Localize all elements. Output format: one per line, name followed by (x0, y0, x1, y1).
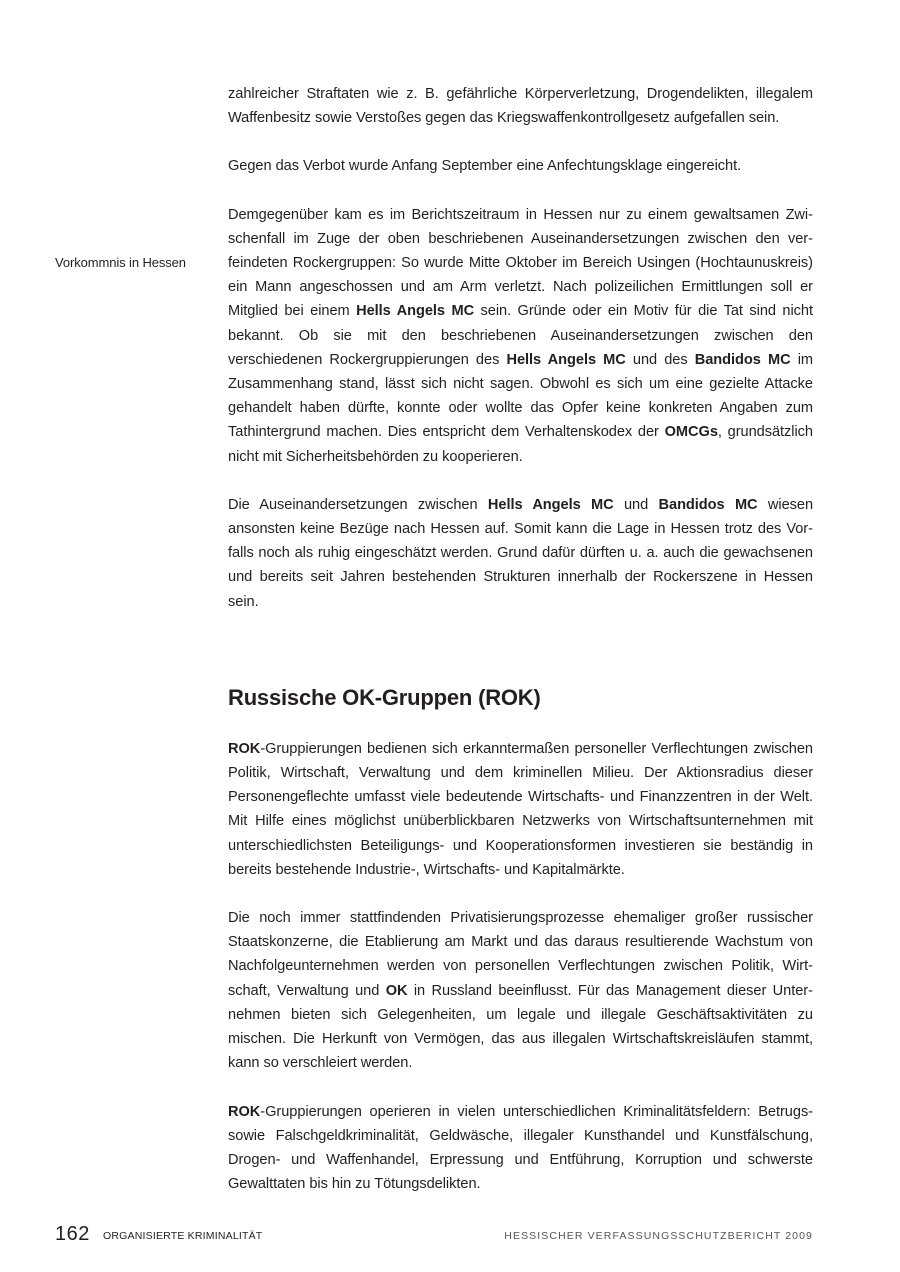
bold-term: Hells Angels MC (356, 303, 475, 320)
text-run: im Zusammenhang stand, lässt sich nicht sagen. Obwohl es sich um eine gezielte Attacke gehandelt haben dürfte, konnte oder wollte das Opfer keine konkreten Angaben zum Tathintergrund machen. Dies entspricht dem Verhaltenskodex der (228, 351, 813, 441)
text-run: in Russland beeinflusst. Für das Management dieser Unternehmen bieten sich Gelegenheiten, um legale und illegale Geschäftsaktivitäten zu mischen. Die Herkunft von Vermögen, das aus illegalen Wirtschaftskreisläufen stammt, kann so verschleiert werden. (228, 982, 813, 1072)
bold-term: Hells Angels MC (506, 351, 626, 368)
page-number: 162 (55, 1223, 90, 1245)
text-run: sein. Gründe oder ein Motiv für die Tat sind nicht bekannt. Ob sie mit den beschriebenen Auseinandersetzungen zwischen den verschiedenen Rockergruppierungen des (228, 303, 813, 368)
bold-term: ROK (228, 1103, 261, 1120)
text-run: Die noch immer stattfindenden Privatisierungsprozesse ehemaliger großer russischer Staatskonzerne, die Etablierung am Markt und das daraus resultierende Wachstum von Nachfolgeunternehmen werden von personellen Verflechtungen zwischen Politik, Wirtschaft, Verwaltung und (228, 910, 813, 999)
footer-report-name: HESSISCHER VERFASSUNGSSCHUTZBERICHT 2009 (504, 1230, 813, 1242)
bold-term: Bandidos MC (658, 496, 758, 513)
footer-section-name: ORGANISIERTE KRIMINALITÄT (103, 1230, 263, 1242)
paragraphs-part1 (228, 82, 813, 614)
paragraph (228, 1100, 813, 1197)
paragraph (228, 154, 813, 178)
text-run: Die Auseinandersetzungen zwischen (228, 496, 488, 513)
paragraph (228, 203, 813, 469)
bold-term: Hells Angels MC (487, 496, 614, 513)
page-footer (55, 1222, 813, 1246)
paragraphs-part2 (228, 737, 813, 1196)
bold-term: ROK (228, 740, 261, 757)
text-run: -Gruppierungen operieren in vielen unterschiedlichen Kriminalitätsfeldern: Betrugs- sowie Falschgeldkriminalität, Geldwäsche, illegaler Kunsthandel und Kunstfälschung, Drogen- und Waffenhandel, Erpressung und Entführung, Korruption und schwerste Gewalttaten bis hin zu Tötungsdelikten. (228, 1103, 813, 1193)
paragraph (228, 493, 813, 614)
bold-term: OK (385, 982, 408, 999)
text-run: -Gruppierungen bedienen sich erkanntermaßen personeller Verflechtungen zwischen Politik, Wirtschaft, Verwaltung und dem kriminellen Milieu. Der Aktionsradius dieser Personengeflechte umfasst viele bedeutende Wirtschafts- und Finanzzentren in der Welt. Mit Hilfe eines möglichst unüberblickbaren Netzwerks von Wirtschaftsunternehmen mit unterschiedlichsten Beteiligungs- und Kooperationsformen investieren sie beständig in bereits bestehende Industrie-, Wirtschafts- und Kapitalmärkte. (228, 740, 813, 878)
text-run: und des (625, 351, 695, 368)
bold-term: OMCGs (664, 424, 718, 441)
text-run: wiesen ansonsten keine Bezüge nach Hessen auf. Somit kann die Lage in Hessen trotz des Vorfalls noch als ruhig eingeschätzt werden. Grund dafür dürften u. a. auch die gewachsenen und bereits seit Jahren bestehenden Strukturen innerhalb der Rockerszene in Hessen sein. (228, 496, 814, 610)
bold-term: Bandidos MC (694, 351, 791, 368)
main-content (228, 82, 813, 1220)
margin-note: Vorkommnis in Hessen (55, 255, 186, 270)
text-run: zahlreicher Straftaten wie z. B. gefährliche Körperverletzung, Drogendelikten, illegalem Waffenbesitz sowie Verstoßes gegen das Kriegswaffenkontrollgesetz aufgefallen sein. (228, 86, 813, 127)
text-run: Gegen das Verbot wurde Anfang September eine Anfechtungsklage eingereicht. (228, 158, 742, 175)
paragraph (228, 737, 813, 882)
text-run: und (613, 496, 659, 513)
paragraph (228, 906, 813, 1075)
section-heading: Russische OK-Gruppen (ROK) (228, 684, 541, 710)
text-run: Demgegenüber kam es im Berichtszeitraum in Hessen nur zu einem gewaltsamen Zwischenfall im Zuge der oben beschriebenen Auseinandersetzungen zwischen den verfeindeten Rockergruppen: So wurde Mitte Oktober im Bereich Usingen (Hochtaunuskreis) ein Mann angeschossen und am Arm verletzt. Nach polizeilichen Ermittlungen soll er Mitglied bei einem (228, 206, 813, 320)
text-run: , grundsätzlich nicht mit Sicherheitsbehörden zu kooperieren. (228, 424, 813, 465)
paragraph (228, 82, 813, 130)
